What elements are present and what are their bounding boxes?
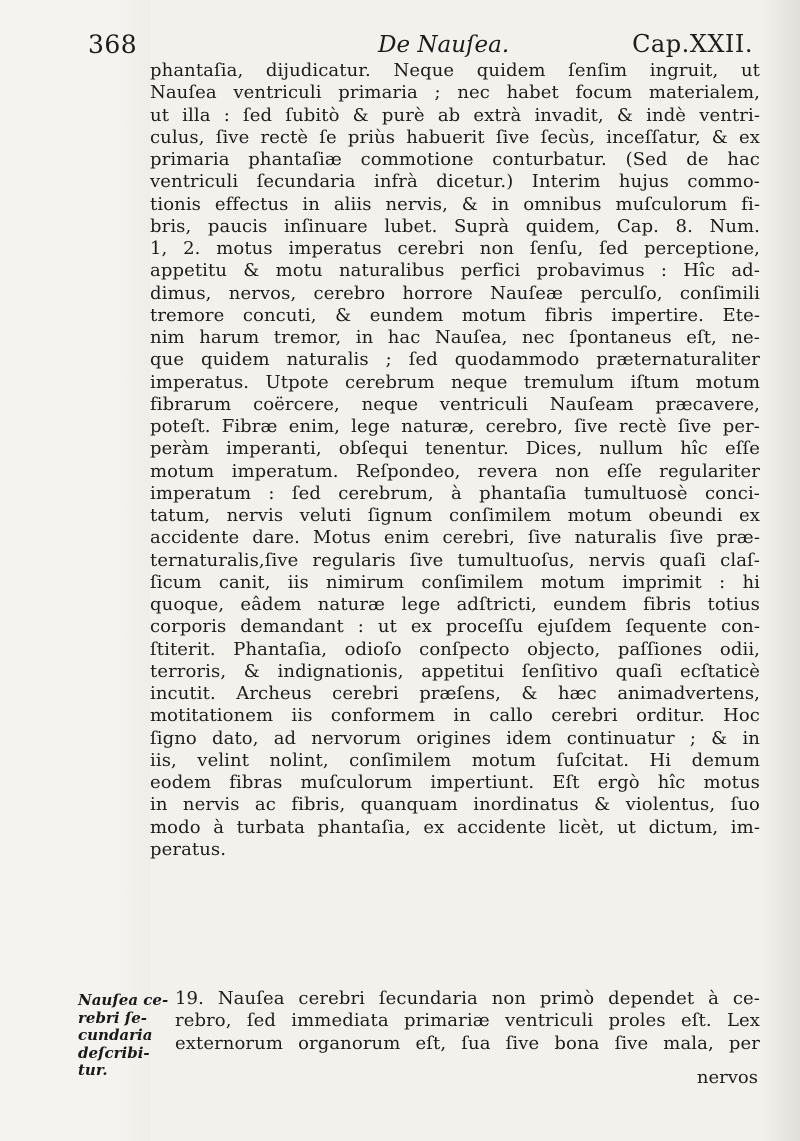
margin-note xyxy=(78,992,168,1080)
catchword: nervos xyxy=(696,1067,758,1088)
text-line: in nervis ac fibris, quanquam inordinatus & violentus, ſuo xyxy=(150,794,760,816)
text-line: 1, 2. motus imperatus cerebri non ſenſu, ſed perceptione, xyxy=(150,238,760,259)
text-line: eodem fibras muſculorum impertiunt. Eſt ergò hîc motus xyxy=(150,772,760,793)
text-line: ventriculi ſecundaria infrà dicetur.) Interim hujus commo- xyxy=(150,171,760,193)
page-edge-shadow xyxy=(760,0,800,1141)
text-line: externorum organorum eſt, ſua ſive bona ſive mala, per xyxy=(175,1032,760,1054)
text-line: ſicum canit, iis nimirum conſimilem motum imprimit : hi xyxy=(150,571,760,593)
page-gutter xyxy=(0,0,150,1141)
chapter-label: Cap.XXII. xyxy=(632,30,753,58)
text-line: ternaturalis,ſive regularis ſive tumultuoſus, nervis quaſi claſ- xyxy=(150,549,760,571)
text-line: nim harum tremor, in hac Nauſea, nec ſpontaneus eſt, ne- xyxy=(150,327,760,348)
text-line: dimus, nervos, cerebro horrore Nauſeæ perculſo, conſimili xyxy=(150,282,760,304)
text-line: appetitu & motu naturalibus perfici probavimus : Hîc ad- xyxy=(150,260,760,282)
text-line: corporis demandant : ut ex proceſſu ejuſdem ſequente con- xyxy=(150,616,760,638)
text-line: que quidem naturalis ; ſed quodammodo præternaturaliter xyxy=(150,349,760,371)
text-line: tatum, nervis veluti ſignum conſimilem motum obeundi ex xyxy=(150,505,760,526)
text-line: incutit. Archeus cerebri præſens, & hæc animadvertens, xyxy=(150,683,760,704)
text-line: motum imperatum. Reſpondeo, revera non eſſe regulariter xyxy=(150,460,760,482)
text-line: terroris, & indignationis, appetitui ſenſitivo quaſi ecſtaticè xyxy=(150,660,760,682)
text-line: modo à turbata phantaſia, ex accidente licèt, ut dictum, im- xyxy=(150,816,760,838)
margin-note-line: cundaria xyxy=(78,1026,153,1044)
text-line: ſtiterit. Phantaſia, odioſo conſpecto objecto, paſſiones odii, xyxy=(150,638,760,660)
text-line: 19. Nauſea cerebri ſecundaria non primò dependet à ce- xyxy=(175,988,760,1009)
running-title: De Nauſea. xyxy=(378,32,510,58)
text-line: tremore concuti, & eundem motum fibris impertire. Ete- xyxy=(150,304,760,326)
text-line: tionis effectus in aliis nervis, & in omnibus muſculorum fi- xyxy=(150,193,760,215)
margin-note-line: deſcribi- xyxy=(78,1043,150,1062)
text-line: motitationem iis conformem in callo cerebri orditur. Hoc xyxy=(150,705,760,727)
text-line: peratus. xyxy=(150,838,227,860)
text-line: peràm imperanti, obſequi tenentur. Dices, nullum hîc eſſe xyxy=(150,438,760,460)
text-line: bris, paucis inſinuare lubet. Suprà quidem, Cap. 8. Num. xyxy=(150,215,760,237)
text-line: phantaſia, dijudicatur. Neque quidem ſenſim ingruit, ut xyxy=(150,60,760,81)
text-line: ut illa : ſed ſubitò & purè ab extrà invadit, & indè ventri- xyxy=(150,104,760,126)
text-line: ſigno dato, ad nervorum origines idem continuatur ; & in xyxy=(150,727,760,749)
margin-note-line: rebri ſe- xyxy=(78,1008,147,1027)
main-text-block xyxy=(150,60,760,861)
margin-note-line: Nauſea ce- xyxy=(78,991,169,1009)
text-line: iis, velint nolint, conſimilem motum ſuſcitat. Hi demum xyxy=(150,749,760,771)
text-line: primaria phantaſiæ commotione conturbatur. (Sed de hac xyxy=(150,149,760,170)
text-line: poteſt. Fibræ enim, lege naturæ, cerebro, ſive rectè ſive per- xyxy=(150,416,760,437)
text-line: quoque, eâdem naturæ lege adſtricti, eundem fibris totius xyxy=(150,594,760,615)
text-line: rebro, ſed immediata primariæ ventriculi proles eſt. Lex xyxy=(175,1010,760,1032)
text-line: imperatus. Utpote cerebrum neque tremulum iſtum motum xyxy=(150,371,760,393)
section-19-paragraph xyxy=(175,988,760,1055)
margin-note-line: tur. xyxy=(78,1061,108,1079)
text-line: imperatum : ſed cerebrum, à phantaſia tumultuosè conci- xyxy=(150,482,760,504)
text-line: fibrarum coërcere, neque ventriculi Nauſeam præcavere, xyxy=(150,393,760,415)
text-line: accidente dare. Motus enim cerebri, ſive naturalis ſive præ- xyxy=(150,527,760,549)
page-number: 368 xyxy=(88,30,138,59)
page-header xyxy=(88,30,753,64)
text-line: culus, ſive rectè ſe priùs habuerit ſive ſecùs, inceſſatur, & ex xyxy=(150,126,760,148)
text-line: Nauſea ventriculi primaria ; nec habet focum materialem, xyxy=(150,82,760,104)
